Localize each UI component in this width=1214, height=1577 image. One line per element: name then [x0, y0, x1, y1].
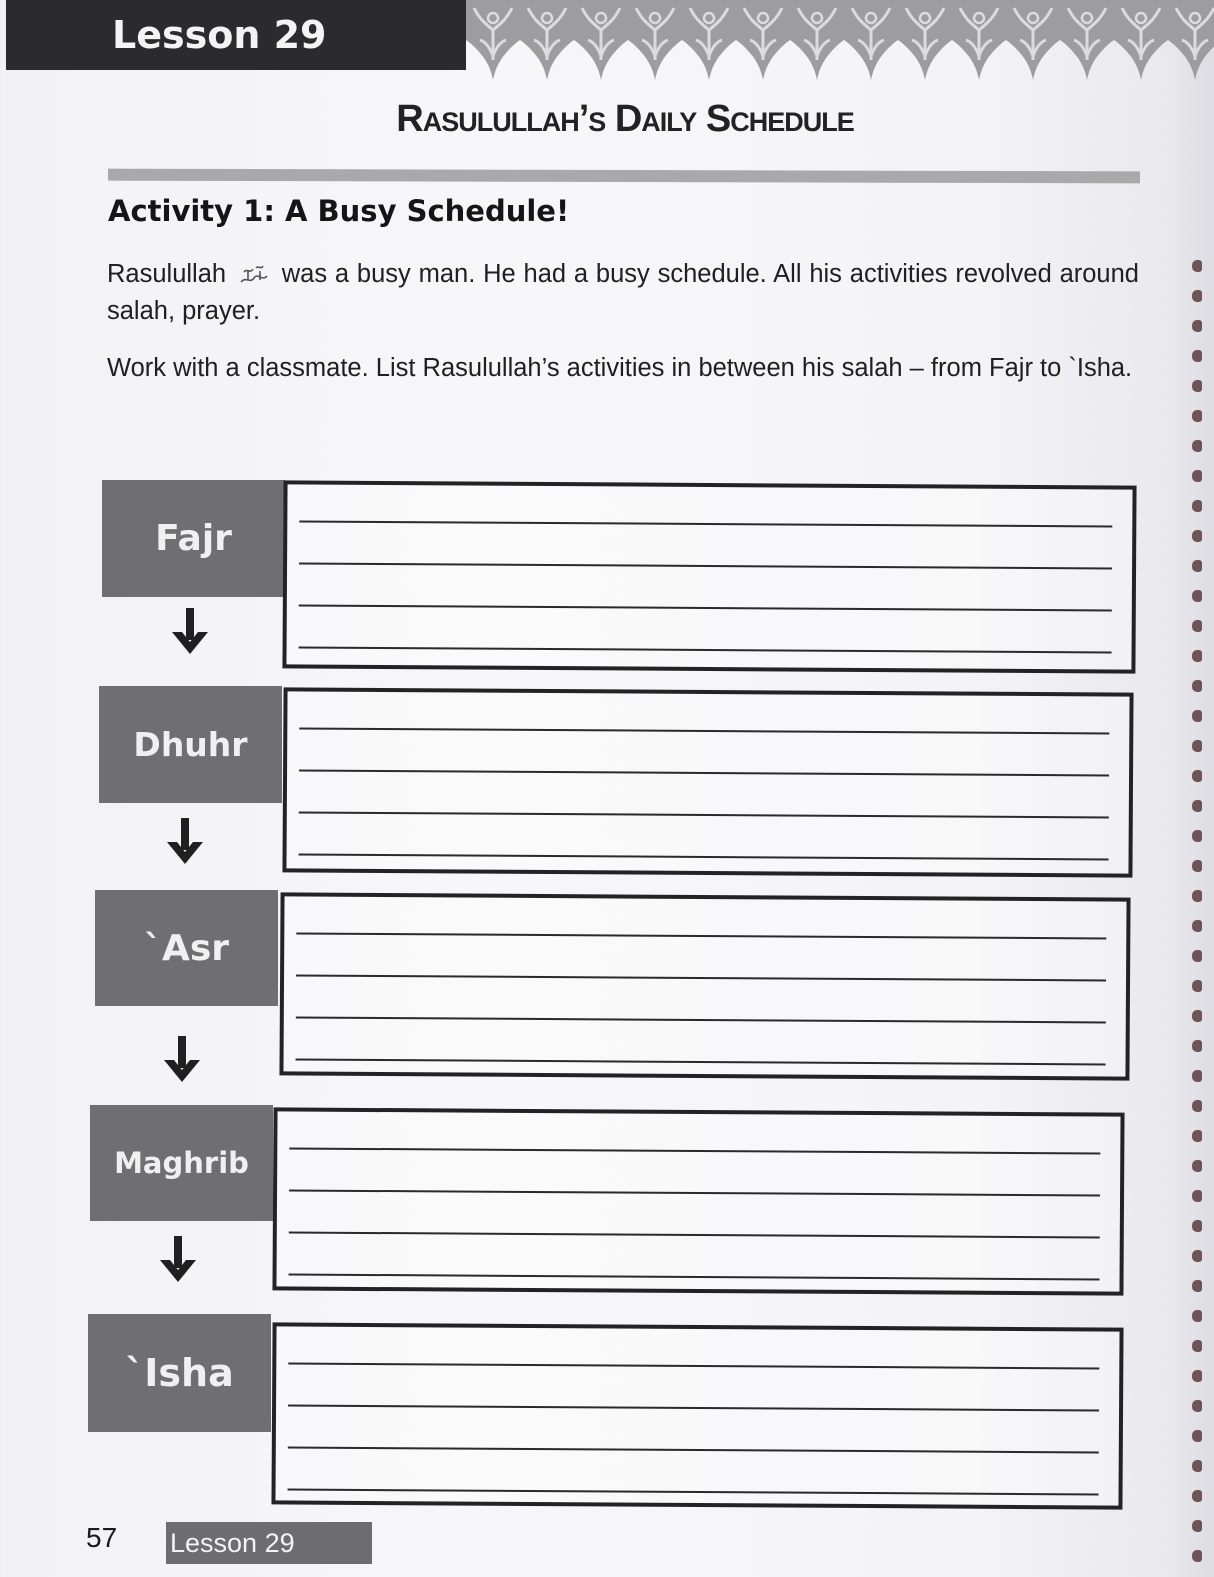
binding-ring [1192, 1340, 1202, 1352]
binding-ring [1192, 620, 1202, 632]
binding-ring [1192, 1190, 1202, 1202]
binding-ring [1192, 380, 1202, 392]
binding-ring [1192, 1160, 1202, 1172]
binding-ring [1192, 1010, 1202, 1022]
prayer-name: Fajr [155, 518, 232, 559]
intro-text-start: Rasulullah [107, 260, 227, 288]
binding-ring [1192, 500, 1202, 512]
binding-ring [1192, 1370, 1202, 1382]
binding-ring [1192, 470, 1202, 482]
asr-writing-box[interactable] [279, 892, 1130, 1080]
writing-line[interactable] [299, 812, 1109, 819]
binding-ring [1192, 1430, 1202, 1442]
prayer-label-isha [88, 1314, 271, 1432]
fajr-writing-box[interactable] [282, 480, 1136, 673]
writing-line[interactable] [288, 1404, 1099, 1411]
binding-ring [1192, 1550, 1202, 1562]
writing-line[interactable] [299, 770, 1109, 777]
binding-ring [1192, 740, 1202, 752]
page-title: Rasulullah’s Daily Schedule [396, 98, 854, 140]
binding-ring [1192, 1220, 1202, 1232]
writing-line[interactable] [289, 1273, 1100, 1280]
binding-ring [1192, 260, 1202, 272]
binding-ring [1192, 710, 1202, 722]
binding-ring [1192, 590, 1202, 602]
page-number: 57 [86, 1522, 118, 1553]
binding-ring [1192, 650, 1202, 662]
writing-line[interactable] [288, 1446, 1099, 1453]
binding-ring [1192, 1400, 1202, 1412]
writing-line[interactable] [296, 975, 1106, 982]
writing-line[interactable] [299, 562, 1112, 569]
writing-line[interactable] [288, 1362, 1099, 1369]
prayer-name: Maghrib [114, 1146, 249, 1180]
writing-line[interactable] [299, 646, 1112, 653]
binding-ring [1192, 1460, 1202, 1472]
writing-line[interactable] [299, 854, 1109, 861]
binding-ring [1192, 1040, 1202, 1052]
lesson-header-tab [6, 0, 466, 70]
spiral-binding [1192, 260, 1206, 1570]
instruction-paragraph: Work with a classmate. List Rasulullah’s activities in between his salah – from Fajr to `Isha. [107, 354, 1133, 382]
intro-text-end: was a busy man. He had a busy schedule. All his activities revolved around salah, prayer. [107, 260, 1139, 325]
footer-lesson-label: Lesson 29 [170, 1527, 295, 1558]
prayer-label-asr [95, 890, 278, 1006]
lesson-header-label: Lesson 29 [112, 13, 327, 57]
intro-paragraph [107, 256, 1139, 330]
down-arrow-icon [165, 818, 205, 868]
writing-line[interactable] [288, 1488, 1099, 1495]
salawat-calligraphy-icon [238, 262, 270, 286]
binding-ring [1192, 1070, 1202, 1082]
writing-line[interactable] [296, 933, 1106, 940]
prayer-name: `Asr [143, 927, 230, 969]
binding-ring [1192, 860, 1202, 872]
binding-ring [1192, 1100, 1202, 1112]
writing-line[interactable] [299, 728, 1109, 735]
binding-ring [1192, 830, 1202, 842]
binding-ring [1192, 410, 1202, 422]
binding-ring [1192, 1310, 1202, 1322]
activity-heading: Activity 1: A Busy Schedule! [108, 194, 570, 228]
down-arrow-icon [162, 1036, 202, 1086]
binding-ring [1192, 980, 1202, 992]
writing-line[interactable] [289, 1189, 1100, 1196]
writing-line[interactable] [296, 1017, 1106, 1024]
binding-ring [1192, 1490, 1202, 1502]
prayer-name: `Isha [125, 1351, 234, 1395]
prayer-label-maghrib [90, 1105, 273, 1221]
binding-ring [1192, 950, 1202, 962]
binding-ring [1192, 530, 1202, 542]
binding-ring [1192, 920, 1202, 932]
binding-ring [1192, 1250, 1202, 1262]
writing-line[interactable] [299, 520, 1112, 527]
binding-ring [1192, 680, 1202, 692]
binding-ring [1192, 440, 1202, 452]
footer-lesson-tab [166, 1522, 372, 1564]
down-arrow-icon [170, 608, 210, 658]
binding-ring [1192, 770, 1202, 782]
title-divider [108, 169, 1140, 184]
binding-ring [1192, 320, 1202, 332]
writing-line[interactable] [289, 1147, 1100, 1154]
down-arrow-icon [158, 1236, 198, 1286]
writing-line[interactable] [299, 604, 1112, 611]
writing-line[interactable] [289, 1231, 1100, 1238]
binding-ring [1192, 350, 1202, 362]
binding-ring [1192, 1130, 1202, 1142]
binding-ring [1192, 890, 1202, 902]
prayer-label-fajr [102, 480, 285, 597]
binding-ring [1192, 800, 1202, 812]
prayer-label-dhuhr [99, 686, 282, 803]
dhuhr-writing-box[interactable] [282, 687, 1133, 877]
binding-ring [1192, 1280, 1202, 1292]
writing-line[interactable] [296, 1059, 1106, 1066]
prayer-name: Dhuhr [133, 725, 248, 764]
binding-ring [1192, 560, 1202, 572]
isha-writing-box[interactable] [271, 1322, 1123, 1509]
arabesque-border-ornament [466, 0, 1214, 90]
binding-ring [1192, 290, 1202, 302]
binding-ring [1192, 1520, 1202, 1532]
maghrib-writing-box[interactable] [272, 1107, 1124, 1295]
